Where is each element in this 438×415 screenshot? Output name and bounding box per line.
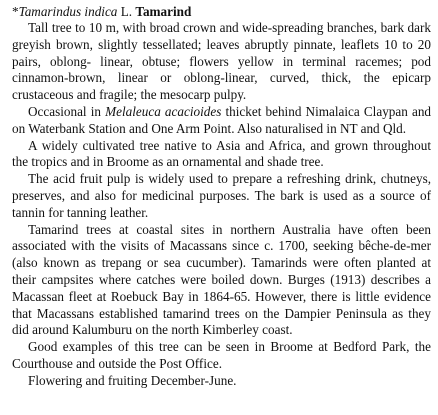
habitat-text-after: thicket behind Nimalaica Claypan and on Waterbank Station and One Arm Point. Also naturalised in NT and Qld. xyxy=(12,103,432,136)
habitat-paragraph xyxy=(12,104,431,138)
uses-paragraph: The acid fruit pulp is widely used to prepare a refreshing drink, chutneys, preserves, and also for medicinal purposes. The bark is used as a source of tannin for tanning leather. xyxy=(12,171,431,220)
history-paragraph: Tamarind trees at coastal sites in northern Australia have often been associated with the visits of Macassans since c. 1700, seeking bêche-de-mer (also known as trepang or sea cucumber). Tamarinds were often planted at their campsites where catches were boiled down. Burges (1913) describes a Macassan fleet at Roebuck Bay in 1864-65. However, there is little evidence that Macassans established tamarind trees on the Dampier Peninsula as they did around Kalumburu on the north Kimberley coast. xyxy=(12,221,431,338)
habitat-species-name: Melaleuca acacioides xyxy=(105,103,222,119)
distribution-paragraph: A widely cultivated tree native to Asia and Africa, and grown throughout the tropics and in Broome as an ornamental and shade tree. xyxy=(12,137,431,170)
common-name: Tamarind xyxy=(135,4,192,19)
scientific-name: Tamarindus indica xyxy=(18,4,118,19)
description-paragraph: Tall tree to 10 m, with broad crown and wide-spreading branches, bark dark greyish brown, slightly tessellated; leaves abruptly pinnate, leaflets 10 to 20 pairs, oblong- linear, obtuse; flowers yellow in terminal racemes; pod cinnamon-brown, linear or oblong-linear, curved, thick, the epicarp crustaceous and fragile; the mesocarp pulpy. xyxy=(12,20,431,103)
authority: L. xyxy=(117,4,136,19)
examples-paragraph: Good examples of this tree can be seen in Broome at Bedford Park, the Courthouse and outside the Post Office. xyxy=(12,339,431,371)
species-heading xyxy=(12,3,431,20)
phenology-paragraph: Flowering and fruiting December-June. xyxy=(28,372,237,388)
introduced-marker: * xyxy=(12,4,19,19)
habitat-text-before: Occasional in xyxy=(28,103,106,119)
